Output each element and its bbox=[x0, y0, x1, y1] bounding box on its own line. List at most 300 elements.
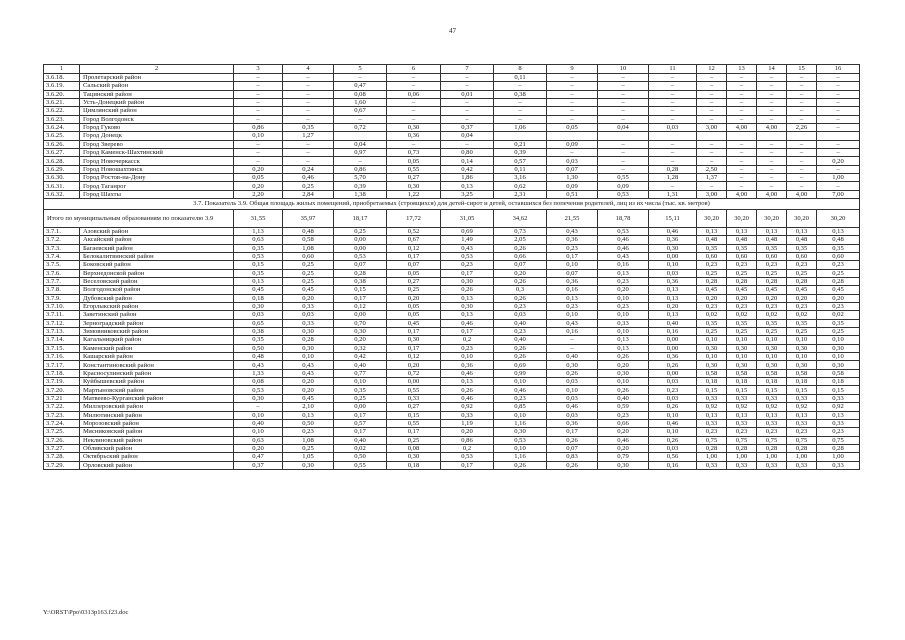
value-cell: – bbox=[387, 107, 441, 115]
total-value: 30,20 bbox=[817, 209, 860, 227]
value-cell: – bbox=[757, 82, 787, 90]
value-cell: 0,23 bbox=[787, 261, 817, 269]
header-cell: 7 bbox=[441, 65, 494, 74]
value-cell: 0,43 bbox=[441, 244, 494, 252]
value-cell: – bbox=[697, 82, 727, 90]
value-cell: 0,27 bbox=[387, 278, 441, 286]
header-cell: 9 bbox=[547, 65, 598, 74]
table-row bbox=[44, 115, 860, 123]
value-cell: 0,17 bbox=[387, 252, 441, 260]
value-cell: – bbox=[727, 182, 757, 190]
value-cell: 1,00 bbox=[697, 453, 727, 461]
value-cell: 0,26 bbox=[649, 436, 697, 444]
value-cell: 0,10 bbox=[234, 411, 283, 419]
value-cell: 0,23 bbox=[727, 261, 757, 269]
value-cell: – bbox=[697, 99, 727, 107]
value-cell: 0,33 bbox=[817, 461, 860, 469]
row-name: Зимовниковский район bbox=[80, 328, 234, 336]
value-cell: 0,10 bbox=[234, 132, 283, 140]
value-cell: 0,10 bbox=[598, 311, 649, 319]
value-cell: 1,27 bbox=[283, 132, 334, 140]
value-cell: 0,75 bbox=[727, 436, 757, 444]
value-cell: 1,00 bbox=[787, 453, 817, 461]
value-cell: 1,49 bbox=[441, 236, 494, 244]
table-row bbox=[44, 378, 860, 386]
value-cell: 0,30 bbox=[547, 361, 598, 369]
value-cell: 0,03 bbox=[494, 311, 547, 319]
value-cell: 0,73 bbox=[387, 149, 441, 157]
table-row bbox=[44, 444, 860, 452]
value-cell: 0,55 bbox=[598, 174, 649, 182]
value-cell: – bbox=[649, 140, 697, 148]
value-cell: – bbox=[697, 149, 727, 157]
value-cell: – bbox=[283, 90, 334, 98]
value-cell: 0,33 bbox=[727, 394, 757, 402]
value-cell: – bbox=[494, 115, 547, 123]
value-cell: 0,26 bbox=[494, 278, 547, 286]
row-number: 3.7.5. bbox=[44, 261, 80, 269]
value-cell: – bbox=[283, 82, 334, 90]
value-cell: – bbox=[757, 74, 787, 82]
value-cell: 0,15 bbox=[757, 386, 787, 394]
value-cell: – bbox=[547, 74, 598, 82]
value-cell: – bbox=[598, 74, 649, 82]
value-cell: 0,58 bbox=[787, 369, 817, 377]
value-cell: – bbox=[387, 140, 441, 148]
value-cell: 0,40 bbox=[598, 394, 649, 402]
value-cell: 0,20 bbox=[697, 294, 727, 302]
value-cell: – bbox=[817, 182, 860, 190]
value-cell: 0,16 bbox=[649, 328, 697, 336]
value-cell: 0,20 bbox=[727, 294, 757, 302]
value-cell: 0,10 bbox=[547, 261, 598, 269]
value-cell: 0,03 bbox=[234, 311, 283, 319]
value-cell: – bbox=[787, 115, 817, 123]
row-name: Октябрьский район bbox=[80, 453, 234, 461]
value-cell: 0,13 bbox=[727, 411, 757, 419]
value-cell: 0,45 bbox=[387, 319, 441, 327]
value-cell: – bbox=[757, 149, 787, 157]
value-cell: 0,30 bbox=[787, 361, 817, 369]
value-cell: – bbox=[787, 165, 817, 173]
value-cell: 0,35 bbox=[817, 319, 860, 327]
value-cell: 1,38 bbox=[334, 190, 387, 198]
value-cell: 0,13 bbox=[441, 294, 494, 302]
value-cell: 0,23 bbox=[757, 428, 787, 436]
value-cell: 0,26 bbox=[598, 353, 649, 361]
value-cell: 1,13 bbox=[234, 227, 283, 235]
value-cell: 0,26 bbox=[547, 461, 598, 469]
value-cell: 0,05 bbox=[387, 311, 441, 319]
value-cell: 0,48 bbox=[757, 236, 787, 244]
value-cell: 0,26 bbox=[494, 353, 547, 361]
value-cell: – bbox=[441, 74, 494, 82]
row-number: 3.7.17. bbox=[44, 361, 80, 369]
value-cell: 0,15 bbox=[697, 386, 727, 394]
value-cell: 0,67 bbox=[334, 107, 387, 115]
value-cell: 0,15 bbox=[727, 386, 757, 394]
value-cell: – bbox=[757, 107, 787, 115]
value-cell: 0,26 bbox=[494, 461, 547, 469]
value-cell: – bbox=[649, 74, 697, 82]
value-cell: 0,15 bbox=[787, 386, 817, 394]
row-number: 3.7.24. bbox=[44, 419, 80, 427]
value-cell: – bbox=[697, 182, 727, 190]
value-cell: – bbox=[283, 140, 334, 148]
value-cell: 0,36 bbox=[547, 236, 598, 244]
value-cell: 0,26 bbox=[649, 403, 697, 411]
table-row bbox=[44, 361, 860, 369]
table-row bbox=[44, 311, 860, 319]
value-cell: – bbox=[283, 99, 334, 107]
value-cell: 0,43 bbox=[547, 319, 598, 327]
value-cell: 0,30 bbox=[387, 336, 441, 344]
value-cell: 0,35 bbox=[817, 244, 860, 252]
row-name: Егорлыкский район bbox=[80, 303, 234, 311]
total-value: 35,97 bbox=[283, 209, 334, 227]
value-cell: – bbox=[727, 149, 757, 157]
value-cell: 0,33 bbox=[787, 419, 817, 427]
value-cell: 0,30 bbox=[697, 344, 727, 352]
value-cell: – bbox=[234, 403, 283, 411]
value-cell: 0,10 bbox=[547, 311, 598, 319]
value-cell: 0,15 bbox=[234, 261, 283, 269]
value-cell: 0,17 bbox=[334, 411, 387, 419]
value-cell: 0,40 bbox=[494, 336, 547, 344]
value-cell: 0,46 bbox=[649, 419, 697, 427]
value-cell: 0,03 bbox=[547, 378, 598, 386]
value-cell: 0,20 bbox=[787, 294, 817, 302]
row-number: 3.6.18. bbox=[44, 74, 80, 82]
value-cell: 0,73 bbox=[494, 227, 547, 235]
value-cell: – bbox=[283, 115, 334, 123]
value-cell: 0,67 bbox=[387, 236, 441, 244]
value-cell: – bbox=[547, 336, 598, 344]
value-cell: – bbox=[649, 82, 697, 90]
value-cell: – bbox=[649, 99, 697, 107]
row-name: Белокалитвинский район bbox=[80, 252, 234, 260]
header-cell: 14 bbox=[757, 65, 787, 74]
value-cell: 0,17 bbox=[547, 428, 598, 436]
value-cell: 0,20 bbox=[441, 428, 494, 436]
value-cell: 1,31 bbox=[649, 190, 697, 198]
value-cell: 0,39 bbox=[494, 149, 547, 157]
value-cell: 0,25 bbox=[697, 328, 727, 336]
value-cell bbox=[598, 132, 649, 140]
value-cell: 0,55 bbox=[387, 165, 441, 173]
row-number: 3.7.16. bbox=[44, 353, 80, 361]
value-cell: 0,17 bbox=[441, 461, 494, 469]
row-name: Город Ростов-на-Дону bbox=[80, 174, 234, 182]
value-cell: – bbox=[234, 149, 283, 157]
value-cell: 0,70 bbox=[334, 319, 387, 327]
value-cell: 0,53 bbox=[441, 453, 494, 461]
value-cell: 0,10 bbox=[697, 353, 727, 361]
value-cell: 0,11 bbox=[494, 74, 547, 82]
header-cell: 4 bbox=[283, 65, 334, 74]
value-cell: 0,13 bbox=[598, 336, 649, 344]
table-row bbox=[44, 244, 860, 252]
value-cell: 0,60 bbox=[787, 252, 817, 260]
value-cell: 0,20 bbox=[387, 361, 441, 369]
value-cell: – bbox=[787, 157, 817, 165]
table-row bbox=[44, 419, 860, 427]
value-cell: 0,20 bbox=[598, 444, 649, 452]
row-number: 3.6.27. bbox=[44, 149, 80, 157]
value-cell: – bbox=[757, 174, 787, 182]
value-cell: 0,30 bbox=[283, 328, 334, 336]
value-cell: 0,52 bbox=[387, 227, 441, 235]
value-cell: 0,26 bbox=[649, 361, 697, 369]
value-cell: 0,23 bbox=[697, 303, 727, 311]
total-value: 34,62 bbox=[494, 209, 547, 227]
value-cell: – bbox=[387, 74, 441, 82]
value-cell: 0,28 bbox=[283, 336, 334, 344]
value-cell: 0,33 bbox=[727, 419, 757, 427]
table-row bbox=[44, 107, 860, 115]
value-cell: 0,18 bbox=[727, 378, 757, 386]
value-cell: 0,10 bbox=[334, 378, 387, 386]
value-cell: – bbox=[727, 174, 757, 182]
row-name: Сальский район bbox=[80, 82, 234, 90]
value-cell: 1,16 bbox=[494, 419, 547, 427]
value-cell: 4,00 bbox=[757, 124, 787, 132]
value-cell: 0,10 bbox=[649, 428, 697, 436]
value-cell: 0,25 bbox=[283, 444, 334, 452]
value-cell: 0,75 bbox=[697, 436, 727, 444]
value-cell: – bbox=[697, 74, 727, 82]
value-cell: 0,45 bbox=[697, 286, 727, 294]
value-cell: 2,05 bbox=[494, 236, 547, 244]
row-number: 3.7.15. bbox=[44, 344, 80, 352]
value-cell: 0,20 bbox=[234, 182, 283, 190]
row-name: Город Таганрог bbox=[80, 182, 234, 190]
value-cell: 0,03 bbox=[547, 157, 598, 165]
value-cell: 1,08 bbox=[283, 436, 334, 444]
footer-path: Y:\ORST\Ppo\0313p163.f23.doc bbox=[43, 609, 129, 616]
value-cell: 0,80 bbox=[441, 149, 494, 157]
row-name: Тацинский район bbox=[80, 90, 234, 98]
value-cell: 0,13 bbox=[547, 294, 598, 302]
value-cell: – bbox=[547, 90, 598, 98]
value-cell: 0,30 bbox=[441, 303, 494, 311]
value-cell: 0,25 bbox=[817, 328, 860, 336]
row-name: Неклиновский район bbox=[80, 436, 234, 444]
row-name: Верхнедонской район bbox=[80, 269, 234, 277]
table-row bbox=[44, 182, 860, 190]
value-cell: 0,28 bbox=[787, 444, 817, 452]
value-cell: 0,30 bbox=[283, 461, 334, 469]
value-cell: – bbox=[757, 165, 787, 173]
row-number: 3.7.3. bbox=[44, 244, 80, 252]
value-cell: 0,14 bbox=[441, 157, 494, 165]
total-value: 30,20 bbox=[697, 209, 727, 227]
value-cell: 0,18 bbox=[234, 294, 283, 302]
value-cell: 0,21 bbox=[494, 140, 547, 148]
value-cell: 0,55 bbox=[387, 419, 441, 427]
value-cell: – bbox=[387, 82, 441, 90]
row-name: Город Шахты bbox=[80, 190, 234, 198]
value-cell: 0,48 bbox=[787, 236, 817, 244]
row-name: Город Новошахтинск bbox=[80, 165, 234, 173]
value-cell: 3,16 bbox=[494, 174, 547, 182]
value-cell: 0,25 bbox=[727, 269, 757, 277]
value-cell: 0,13 bbox=[441, 378, 494, 386]
value-cell: 0,10 bbox=[817, 353, 860, 361]
row-number: 3.6.26. bbox=[44, 140, 80, 148]
value-cell: – bbox=[787, 82, 817, 90]
row-name: Цимлянский район bbox=[80, 107, 234, 115]
value-cell: 0,23 bbox=[787, 303, 817, 311]
value-cell: – bbox=[494, 99, 547, 107]
value-cell: 0,45 bbox=[817, 286, 860, 294]
row-name: Город Каменск-Шахтинский bbox=[80, 149, 234, 157]
value-cell bbox=[697, 132, 727, 140]
row-name: Аксайский район bbox=[80, 236, 234, 244]
value-cell: 0,05 bbox=[387, 157, 441, 165]
value-cell: 0,00 bbox=[334, 311, 387, 319]
value-cell: 0,36 bbox=[547, 278, 598, 286]
value-cell: – bbox=[441, 140, 494, 148]
value-cell: 0,69 bbox=[441, 227, 494, 235]
value-cell: 0,25 bbox=[757, 328, 787, 336]
value-cell: – bbox=[441, 99, 494, 107]
value-cell: 0,13 bbox=[757, 411, 787, 419]
value-cell: 0,35 bbox=[234, 269, 283, 277]
value-cell: 0,33 bbox=[283, 319, 334, 327]
table-row bbox=[44, 428, 860, 436]
value-cell: 0,35 bbox=[697, 319, 727, 327]
value-cell: 0,46 bbox=[283, 174, 334, 182]
row-number: 3.7.7. bbox=[44, 278, 80, 286]
value-cell: 0,03 bbox=[283, 311, 334, 319]
row-number: 3.7.12. bbox=[44, 319, 80, 327]
value-cell: – bbox=[817, 165, 860, 173]
value-cell: 3,00 bbox=[697, 190, 727, 198]
value-cell: 0,23 bbox=[598, 411, 649, 419]
value-cell: – bbox=[494, 82, 547, 90]
value-cell: 0,17 bbox=[441, 328, 494, 336]
value-cell: 0,53 bbox=[234, 386, 283, 394]
value-cell: 7,00 bbox=[817, 190, 860, 198]
value-cell: 0,48 bbox=[234, 353, 283, 361]
table-row bbox=[44, 157, 860, 165]
value-cell: 0,10 bbox=[757, 353, 787, 361]
value-cell bbox=[649, 132, 697, 140]
value-cell: 0,30 bbox=[697, 361, 727, 369]
value-cell: 0,02 bbox=[757, 311, 787, 319]
value-cell: 0,27 bbox=[387, 403, 441, 411]
value-cell: 0,86 bbox=[441, 436, 494, 444]
value-cell: 0,36 bbox=[649, 278, 697, 286]
row-number: 3.7.1. bbox=[44, 227, 80, 235]
value-cell: 0,02 bbox=[334, 444, 387, 452]
value-cell bbox=[547, 132, 598, 140]
value-cell: 0,03 bbox=[649, 378, 697, 386]
value-cell: 5,70 bbox=[334, 174, 387, 182]
value-cell: – bbox=[441, 107, 494, 115]
value-cell: 0,72 bbox=[334, 124, 387, 132]
value-cell bbox=[494, 132, 547, 140]
row-number: 3.6.29. bbox=[44, 165, 80, 173]
value-cell: – bbox=[547, 115, 598, 123]
value-cell: 0,20 bbox=[334, 336, 387, 344]
value-cell: 0,26 bbox=[547, 436, 598, 444]
value-cell: 0,58 bbox=[727, 369, 757, 377]
value-cell: 0,60 bbox=[283, 252, 334, 260]
table-row bbox=[44, 453, 860, 461]
value-cell: 0,06 bbox=[387, 90, 441, 98]
table-row bbox=[44, 319, 860, 327]
value-cell: 0,13 bbox=[817, 227, 860, 235]
value-cell: 0,40 bbox=[494, 319, 547, 327]
value-cell: 1,08 bbox=[283, 244, 334, 252]
value-cell: 0,23 bbox=[697, 261, 727, 269]
value-cell: 0,23 bbox=[494, 394, 547, 402]
row-number: 3.7.18. bbox=[44, 369, 80, 377]
value-cell: 0,30 bbox=[387, 124, 441, 132]
table-row bbox=[44, 386, 860, 394]
value-cell: 0,07 bbox=[387, 261, 441, 269]
value-cell: – bbox=[234, 90, 283, 98]
value-cell: 0,13 bbox=[817, 411, 860, 419]
value-cell: 0,33 bbox=[817, 419, 860, 427]
table-row bbox=[44, 149, 860, 157]
value-cell: 0,2 bbox=[441, 336, 494, 344]
value-cell: – bbox=[283, 107, 334, 115]
value-cell: 0,25 bbox=[283, 261, 334, 269]
value-cell: 0,33 bbox=[697, 394, 727, 402]
value-cell: 0,59 bbox=[598, 403, 649, 411]
value-cell: 0,46 bbox=[441, 319, 494, 327]
total-value: 18,78 bbox=[598, 209, 649, 227]
value-cell: – bbox=[757, 90, 787, 98]
value-cell: 0,00 bbox=[649, 252, 697, 260]
value-cell: 0,00 bbox=[387, 378, 441, 386]
value-cell: 1,00 bbox=[817, 453, 860, 461]
value-cell: 0,05 bbox=[234, 174, 283, 182]
value-cell: – bbox=[787, 149, 817, 157]
value-cell: 0,13 bbox=[649, 294, 697, 302]
value-cell: 0,23 bbox=[697, 428, 727, 436]
value-cell: – bbox=[649, 90, 697, 98]
table-row bbox=[44, 403, 860, 411]
value-cell: 0,23 bbox=[757, 303, 787, 311]
row-number: 3.7.14. bbox=[44, 336, 80, 344]
row-number: 3.7.29. bbox=[44, 461, 80, 469]
value-cell: – bbox=[387, 115, 441, 123]
value-cell: – bbox=[547, 99, 598, 107]
value-cell: 0,13 bbox=[598, 344, 649, 352]
value-cell: 0,08 bbox=[234, 378, 283, 386]
table-row bbox=[44, 353, 860, 361]
value-cell: 0,25 bbox=[787, 269, 817, 277]
value-cell: – bbox=[598, 140, 649, 148]
value-cell: 0,10 bbox=[787, 336, 817, 344]
header-cell: 10 bbox=[598, 65, 649, 74]
value-cell: – bbox=[283, 157, 334, 165]
value-cell: 0,23 bbox=[441, 261, 494, 269]
value-cell: 1,00 bbox=[757, 453, 787, 461]
value-cell: 0,33 bbox=[441, 411, 494, 419]
value-cell: 0,30 bbox=[757, 361, 787, 369]
value-cell bbox=[727, 132, 757, 140]
value-cell: 0,18 bbox=[387, 461, 441, 469]
row-number: 3.7.8. bbox=[44, 286, 80, 294]
value-cell: – bbox=[727, 99, 757, 107]
value-cell: 0,35 bbox=[757, 244, 787, 252]
value-cell: – bbox=[697, 90, 727, 98]
